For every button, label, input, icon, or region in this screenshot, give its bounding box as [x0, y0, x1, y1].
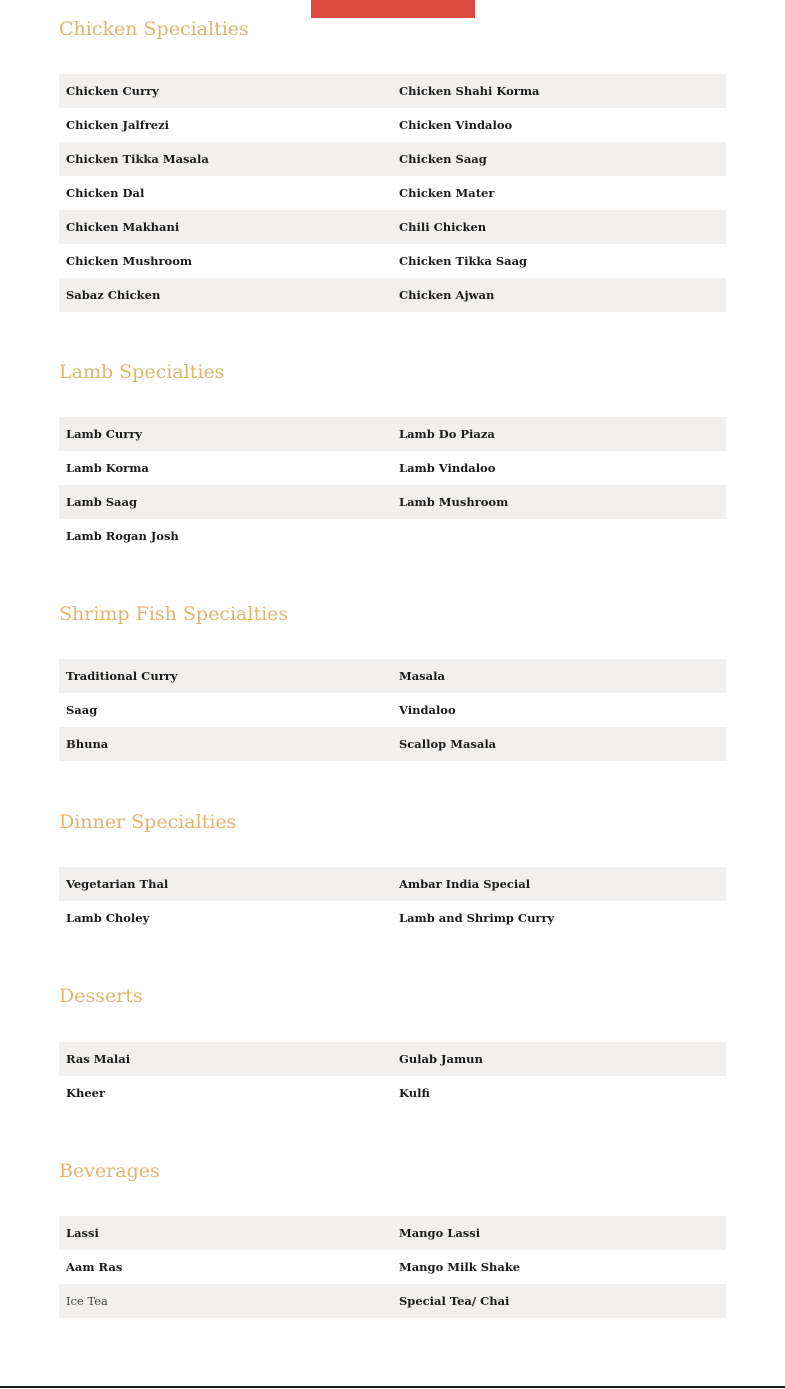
menu-row: [59, 451, 726, 485]
menu-item: Bhuna: [66, 737, 109, 751]
menu-row: [59, 108, 726, 142]
menu-row: [59, 1284, 726, 1318]
section-title-dinner: Dinner Specialties: [59, 811, 237, 833]
menu-item: Chicken Tikka Saag: [399, 254, 528, 268]
menu-item: Lamb Choley: [66, 911, 150, 925]
menu-row: [59, 1216, 726, 1250]
menu-item: Gulab Jamun: [399, 1052, 483, 1066]
menu-item: Lassi: [66, 1226, 99, 1240]
menu-item: Masala: [399, 669, 445, 683]
menu-item: Chili Chicken: [399, 220, 487, 234]
menu-item: Lamb Do Piaza: [399, 427, 495, 441]
menu-item: Chicken Mushroom: [66, 254, 193, 268]
menu-row: [59, 176, 726, 210]
menu-item: Aam Ras: [66, 1260, 123, 1274]
menu-table-chicken: [59, 74, 726, 312]
menu-item: Sabaz Chicken: [66, 288, 161, 302]
menu-item: Mango Milk Shake: [399, 1260, 521, 1274]
menu-row: [59, 867, 726, 901]
menu-item: Lamb Rogan Josh: [66, 529, 179, 543]
menu-item: Chicken Shahi Korma: [399, 84, 540, 98]
menu-item: Lamb Vindaloo: [399, 461, 496, 475]
menu-row: [59, 901, 726, 935]
top-accent-tab[interactable]: [311, 0, 475, 18]
menu-row: [59, 417, 726, 451]
menu-row: [59, 142, 726, 176]
menu-row: [59, 1076, 726, 1110]
menu-item: Chicken Saag: [399, 152, 487, 166]
section-title-chicken: Chicken Specialties: [59, 18, 249, 40]
menu-row: [59, 1042, 726, 1076]
menu-row: [59, 693, 726, 727]
menu-item: Chicken Dal: [66, 186, 145, 200]
menu-item: Kheer: [66, 1086, 106, 1100]
menu-item: Chicken Tikka Masala: [66, 152, 209, 166]
menu-item: Ambar India Special: [399, 877, 531, 891]
menu-row: [59, 727, 726, 761]
menu-item: Ice Tea: [66, 1294, 108, 1308]
menu-table-dinner: [59, 867, 726, 935]
section-title-lamb: Lamb Specialties: [59, 361, 225, 383]
menu-item: Chicken Curry: [66, 84, 159, 98]
menu-item: Chicken Mater: [399, 186, 495, 200]
menu-table-desserts: [59, 1042, 726, 1110]
menu-item: Lamb Saag: [66, 495, 137, 509]
menu-item: Kulfi: [399, 1086, 430, 1100]
menu-item: Saag: [66, 703, 98, 717]
bottom-divider: [0, 1386, 785, 1388]
menu-row: [59, 74, 726, 108]
menu-item: Chicken Ajwan: [399, 288, 495, 302]
menu-item: Chicken Makhani: [66, 220, 180, 234]
menu-item: Ras Malai: [66, 1052, 131, 1066]
menu-row: [59, 659, 726, 693]
menu-row: [59, 210, 726, 244]
section-title-desserts: Desserts: [59, 985, 143, 1007]
menu-table-lamb: [59, 417, 726, 553]
menu-row: [59, 278, 726, 312]
menu-row: [59, 485, 726, 519]
section-title-shrimp-fish: Shrimp Fish Specialties: [59, 603, 289, 625]
section-title-beverages: Beverages: [59, 1160, 160, 1182]
menu-item: Lamb Mushroom: [399, 495, 509, 509]
menu-item: Lamb Curry: [66, 427, 143, 441]
menu-item: Traditional Curry: [66, 669, 178, 683]
menu-row: [59, 519, 726, 553]
menu-item: Special Tea/ Chai: [399, 1294, 510, 1308]
menu-item: Vegetarian Thal: [66, 877, 169, 891]
menu-table-shrimp-fish: [59, 659, 726, 761]
menu-item: Lamb Korma: [66, 461, 149, 475]
menu-item: Lamb and Shrimp Curry: [399, 911, 555, 925]
menu-row: [59, 1250, 726, 1284]
menu-table-beverages: [59, 1216, 726, 1318]
menu-row: [59, 244, 726, 278]
menu-item: Chicken Jalfrezi: [66, 118, 170, 132]
menu-item: Vindaloo: [399, 703, 456, 717]
menu-item: Mango Lassi: [399, 1226, 481, 1240]
menu-item: Chicken Vindaloo: [399, 118, 513, 132]
menu-item: Scallop Masala: [399, 737, 497, 751]
